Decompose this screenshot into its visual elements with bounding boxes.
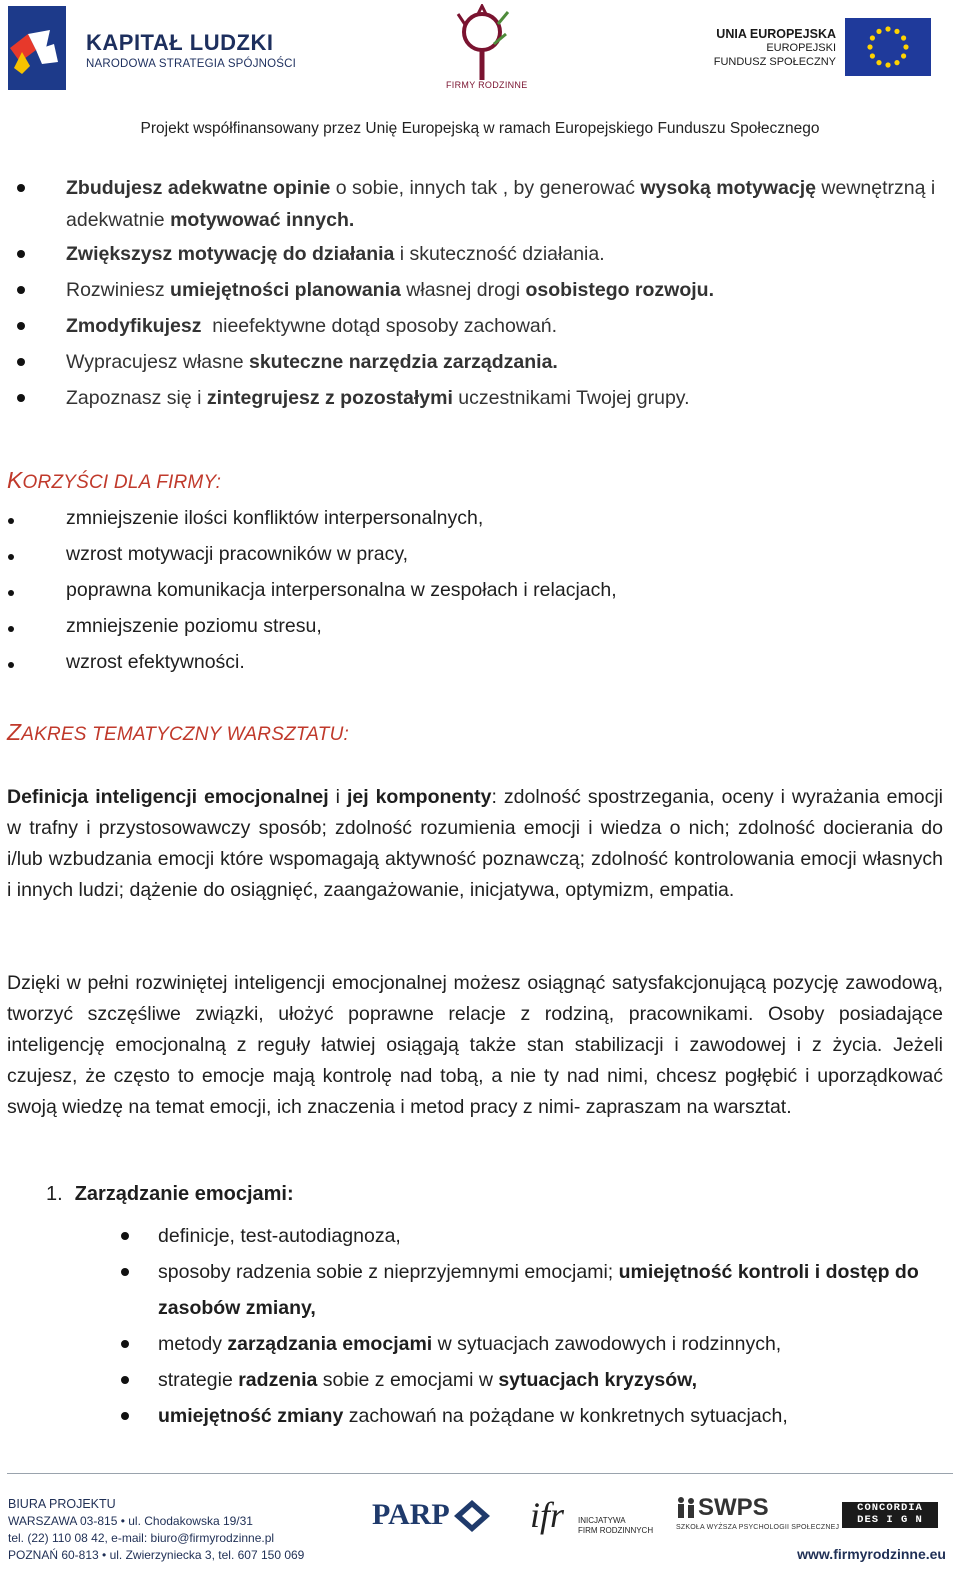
personal-benefits-list [14, 172, 954, 416]
eu-star-icon [901, 35, 906, 40]
section-title: Zarządzanie emocjami: [74, 1183, 294, 1205]
section-1-heading [46, 1183, 294, 1206]
text: o sobie, innych tak , by generować [330, 177, 641, 199]
bullet-icon [17, 286, 25, 294]
strong-text: umiejętność kontroli i dostęp do zasobów zmiany, [158, 1261, 919, 1319]
list-item [14, 172, 954, 236]
eu-star-icon [894, 60, 899, 65]
office-contact: tel. (22) 110 08 42, e-mail: biuro@firmyrodzinne.pl [8, 1531, 275, 1545]
eu-text [700, 27, 836, 69]
list-item [14, 344, 954, 380]
eu-star-icon [885, 62, 890, 67]
bullet-icon [17, 358, 25, 366]
kapital-subtitle: NARODOWA STRATEGIA SPÓJNOŚCI [86, 58, 297, 70]
text: nieefektywne dotąd sposoby zachowań. [201, 315, 558, 337]
eu-star-icon [876, 29, 881, 34]
ifr-sub2: FIRM RODZINNYCH [578, 1526, 654, 1535]
eu-line1: UNIA EUROPEJSKA [716, 27, 836, 41]
bullet-icon [17, 322, 25, 330]
company-benefits-list [8, 500, 617, 680]
eu-star-icon [901, 53, 906, 58]
bullet-icon [8, 590, 14, 596]
strong-text: motywować innych. [170, 209, 355, 231]
text: Zapoznasz się i [66, 387, 207, 409]
scope-heading [7, 719, 349, 746]
firmy-rodzinne-text: FIRMY RODZINNE [446, 80, 528, 90]
text: : zdolność spostrzegania, oceny i wyrażania emocji w trafny i przystosowawczy sposób; zdolność rozumienia emocji i wiedza o nich; zdolność docierania do i/lub wzbudzania emocji które wspomagają aktywność poznawczą; zdolność kontrolowania emocji własnych i innych ludzi; dążenie do osiągnięć, zaangażowanie, inicjatywa, optymizm, empatia. [7, 786, 943, 901]
section-1-list [118, 1218, 948, 1434]
office-poznan: POZNAŃ 60-813 • ul. Zwierzyniecka 3, tel. 607 150 069 [8, 1548, 305, 1562]
strong-text: sytuacjach kryzysów, [498, 1369, 698, 1391]
eu-star-icon [876, 60, 881, 65]
strong-text: osobistego rozwoju. [525, 279, 715, 301]
list-item [8, 500, 617, 536]
strong-text: wysoką motywację [640, 177, 816, 199]
strong-text: Zwiększysz motywację do działania [66, 243, 395, 265]
text: i skuteczność działania. [394, 243, 605, 265]
bullet-icon [17, 184, 25, 192]
firmy-rodzinne-tree-logo [452, 4, 530, 82]
website-url: www.firmyrodzinne.eu [797, 1546, 946, 1562]
eu-star-icon [903, 44, 908, 49]
strong-text: zarządzania emocjami [227, 1333, 433, 1355]
strong-text: skuteczne narzędzia zarządzania. [248, 351, 558, 373]
eu-star-icon [867, 44, 872, 49]
swps-subtitle: SZKOŁA WYŻSZA PSYCHOLOGII SPOŁECZNEJ [676, 1524, 840, 1531]
text: zmniejszenie ilości konfliktów interpersonalnych, [66, 507, 484, 529]
eu-flag-icon [845, 18, 931, 76]
list-item [14, 272, 954, 308]
company-benefits-heading [7, 467, 221, 494]
text: zachowań na pożądane w konkretnych sytuacjach, [343, 1405, 788, 1427]
text: i [328, 786, 347, 808]
kapital-ludzki-text [86, 30, 296, 70]
ifr-subtitle [578, 1516, 653, 1536]
text: w sytuacjach zawodowych i rodzinnych, [432, 1333, 782, 1355]
concordia-line2: DES I G N [857, 1514, 923, 1526]
ifr-sub1: INICJATYWA [578, 1516, 626, 1525]
eu-star-icon [870, 35, 875, 40]
text: poprawna komunikacja interpersonalna w zespołach i relacjach, [66, 579, 617, 601]
list-item [14, 236, 954, 272]
project-office-info [8, 1496, 304, 1564]
list-item [118, 1218, 948, 1254]
text: wewnętrzną i adekwatnie [66, 177, 936, 231]
office-warsaw: WARSZAWA 03-815 • ul. Chodakowska 19/31 [8, 1514, 253, 1528]
concordia-logo [842, 1502, 938, 1528]
list-item [8, 644, 617, 680]
text: zmniejszenie poziomu stresu, [66, 615, 322, 637]
bullet-icon [121, 1412, 129, 1420]
list-item [8, 536, 617, 572]
bullet-icon [8, 626, 14, 632]
strong-text: Definicja inteligencji emocjonalnej [7, 786, 329, 808]
concordia-line1: CONCORDIA [857, 1502, 923, 1514]
text: metody [158, 1333, 228, 1355]
strong-text: umiejętności planowania [170, 279, 401, 301]
kapital-ludzki-logo [6, 4, 76, 92]
heading-cap: Z [7, 719, 22, 745]
bullet-icon [121, 1268, 129, 1276]
ifr-logo: ifr [530, 1495, 565, 1535]
list-item [118, 1254, 948, 1326]
heading-cap: K [7, 467, 23, 493]
text: sobie z emocjami w [317, 1369, 499, 1391]
text: sposoby radzenia sobie z nieprzyjemnymi emocjami; [158, 1261, 619, 1283]
bullet-icon [121, 1376, 129, 1384]
bullet-icon [17, 394, 25, 402]
text: definicje, test-autodiagnoza, [158, 1225, 401, 1247]
eu-star-icon [894, 29, 899, 34]
eu-line2: EUROPEJSKI [766, 42, 836, 54]
text: wzrost motywacji pracowników w pracy, [66, 543, 409, 565]
list-item [118, 1398, 948, 1434]
list-item [118, 1326, 948, 1362]
office-title: BIURA PROJEKTU [8, 1497, 116, 1511]
footer-divider [7, 1473, 953, 1474]
heading-rest: AKRES TEMATYCZNY WARSZTATU: [21, 724, 349, 745]
bullet-icon [8, 554, 14, 560]
strong-text: umiejętność zmiany [158, 1405, 344, 1427]
list-item [14, 380, 954, 416]
cofinancing-note: Projekt współfinansowany przez Unię Europejską w ramach Europejskiego Funduszu Społecznego [140, 120, 820, 137]
swps-people-icon [676, 1496, 698, 1520]
bullet-icon [17, 250, 25, 258]
text: strategie [158, 1369, 239, 1391]
strong-text: radzenia [238, 1369, 318, 1391]
text: uczestnikami Twojej grupy. [452, 387, 690, 409]
bullet-icon [121, 1340, 129, 1348]
eu-line3: FUNDUSZ SPOŁECZNY [713, 56, 836, 68]
strong-text: Zmodyfikujesz [66, 315, 202, 337]
strong-text: zintegrujesz z pozostałymi [206, 387, 453, 409]
bullet-icon [121, 1232, 129, 1240]
text: wzrost efektywności. [66, 651, 245, 673]
strong-text: jej komponenty [346, 786, 492, 808]
list-item [118, 1362, 948, 1398]
text: Wypracujesz własne [66, 351, 249, 373]
parp-logo: PARP [372, 1498, 450, 1531]
intro-paragraph: Dzięki w pełni rozwiniętej inteligencji emocjonalnej możesz osiągnąć satysfakcjonującą pozycję zawodową, tworzyć szczęśliwe związki, ułożyć poprawne relacje z rodziną, pracownikami. Osoby posiadające inteligencję emocjonalną z reguły łatwiej osiągają także stan stabilizacji i zawodowej i z życia. Jeżeli czujesz, że często to emocje mają kontrolę nad tobą, a nie ty nad nimi, chcesz pogłębić i uporządkować swoją wiedzę na temat emocji, ich znaczenia i metod pracy z nimi- zapraszam na warsztat. [7, 972, 943, 1118]
text: własnej drogi [400, 279, 526, 301]
swps-logo: SWPS [698, 1494, 769, 1521]
list-item [8, 608, 617, 644]
parp-mark-icon [452, 1498, 492, 1534]
list-item [8, 572, 617, 608]
bullet-icon [8, 518, 14, 524]
eu-star-icon [870, 53, 875, 58]
section-number: 1. [46, 1183, 63, 1205]
bullet-icon [8, 662, 14, 668]
kapital-title: KAPITAŁ LUDZKI [86, 30, 274, 55]
text: Rozwiniesz [66, 279, 171, 301]
definition-paragraph [7, 782, 943, 906]
list-item [14, 308, 954, 344]
heading-rest: ORZYŚCI DLA FIRMY: [22, 472, 222, 493]
strong-text: Zbudujesz adekwatne opinie [66, 177, 331, 199]
eu-star-icon [885, 26, 890, 31]
